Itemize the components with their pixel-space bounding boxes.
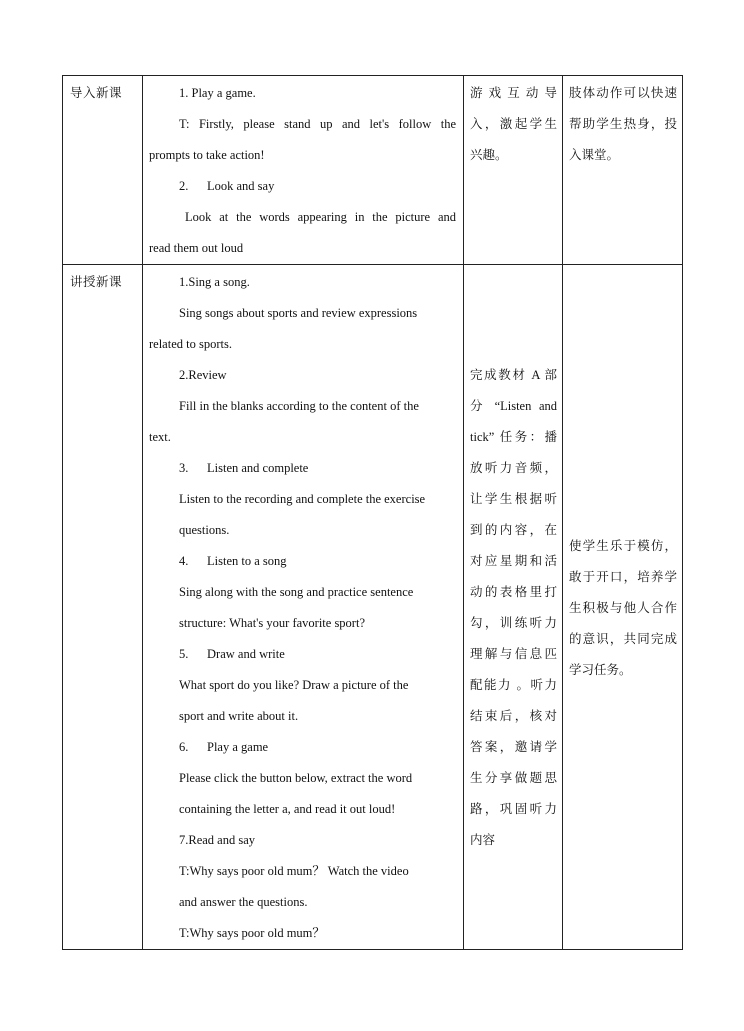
- content-cell: [143, 76, 464, 265]
- item-number: 5.: [179, 647, 189, 661]
- content-line: sport and write about it.: [179, 709, 299, 723]
- content-line: T:Why says poor old mum？ Watch the video: [179, 864, 409, 878]
- activity-cell: 游戏互动导入，激起学生兴趣。: [464, 76, 563, 265]
- content-line: prompts to take action!: [149, 148, 265, 162]
- item-title: Look and say: [207, 179, 275, 193]
- content-line: [149, 453, 456, 484]
- content-line: [149, 639, 456, 670]
- content-line: text.: [149, 430, 171, 444]
- purpose-cell: 肢体动作可以快速帮助学生热身，投入课堂。: [563, 76, 683, 265]
- content-line: 2.Review: [179, 368, 227, 382]
- item-number: 3.: [179, 461, 189, 475]
- content-line: T: Firstly, please stand up and let's follow the: [179, 117, 456, 131]
- activity-cell: 完成教材 A 部分 “Listen and tick” 任务：播放听力音频，让学生根据听到的内容，在对应星期和活动的表格里打勾，训练听力理解与信息匹配能力 。听力结束后，核对答案，邀请学生分享做题思路，巩固听力内容: [464, 265, 563, 950]
- content-line: Look at the words appearing in the picture and: [185, 210, 456, 224]
- content-line: [149, 171, 456, 202]
- content-line: 7.Read and say: [179, 833, 256, 847]
- content-line: related to sports.: [149, 337, 232, 351]
- item-number: 2.: [179, 179, 189, 193]
- content-line: Sing songs about sports and review expressions: [179, 306, 418, 320]
- content-line: What sport do you like? Draw a picture of the: [179, 678, 409, 692]
- item-title: Play a game: [207, 740, 269, 754]
- purpose-cell: 使学生乐于模仿，敢于开口，培养学生积极与他人合作的意识，共同完成学习任务。: [563, 265, 683, 950]
- item-number: 4.: [179, 554, 189, 568]
- item-title: Draw and write: [207, 647, 285, 661]
- content-line: and answer the questions.: [179, 895, 308, 909]
- stage-cell: 讲授新课: [63, 265, 143, 950]
- content-cell: [143, 265, 464, 950]
- content-line: structure: What's your favorite sport?: [179, 616, 365, 630]
- item-number: 6.: [179, 740, 189, 754]
- content-line: T:Why says poor old mum？: [179, 926, 325, 940]
- content-line: Sing along with the song and practice sentence: [179, 585, 414, 599]
- content-line: Please click the button below, extract the word: [179, 771, 413, 785]
- content-line: Listen to the recording and complete the exercise: [179, 492, 426, 506]
- item-title: Listen to a song: [207, 554, 287, 568]
- content-line: read them out loud: [149, 241, 244, 255]
- content-line: 1. Play a game.: [179, 86, 256, 100]
- content-line: Fill in the blanks according to the content of the: [179, 399, 419, 413]
- content-line: containing the letter a, and read it out loud!: [179, 802, 396, 816]
- content-line: 1.Sing a song.: [179, 275, 250, 289]
- content-line: questions.: [179, 523, 230, 537]
- content-line: [149, 732, 456, 763]
- stage-cell: 导入新课: [63, 76, 143, 265]
- table-row: [63, 265, 683, 950]
- content-line: [149, 546, 456, 577]
- lesson-plan-table: [62, 75, 683, 950]
- table-row: [63, 76, 683, 265]
- item-title: Listen and complete: [207, 461, 309, 475]
